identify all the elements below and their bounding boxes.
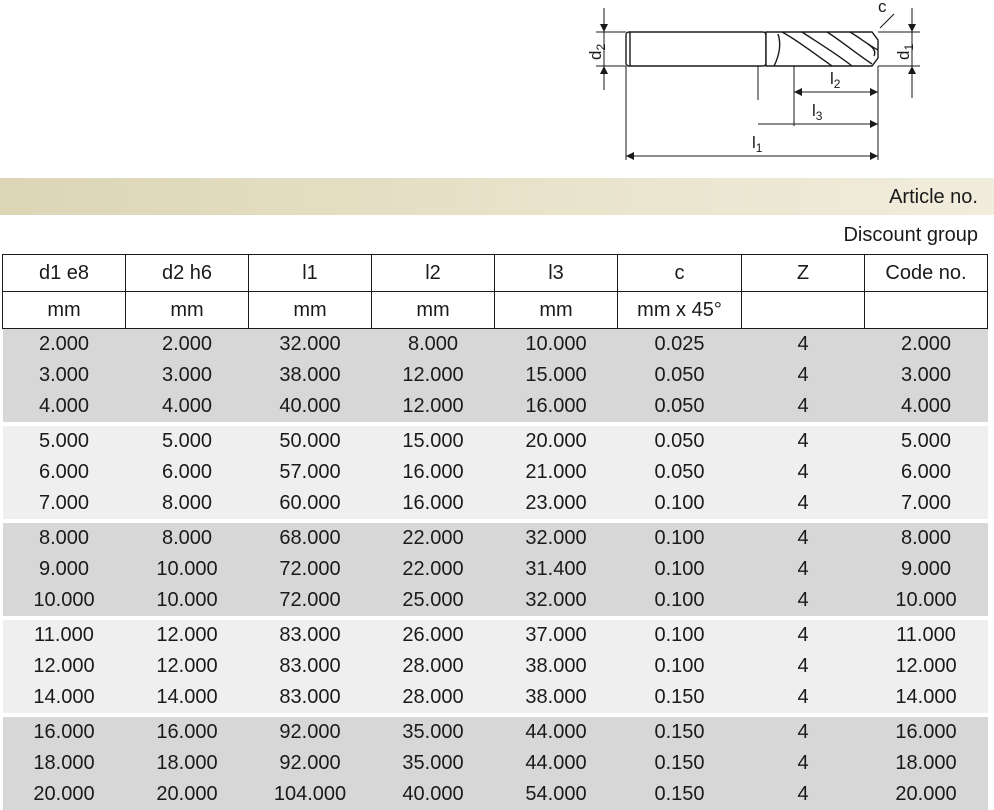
- table-cell: 4: [742, 618, 865, 651]
- table-cell: 15.000: [372, 424, 495, 457]
- table-cell: 8.000: [372, 329, 495, 361]
- table-cell: 22.000: [372, 554, 495, 585]
- table-cell: 0.100: [618, 554, 742, 585]
- col-header: d1 e8: [3, 255, 126, 292]
- table-cell: 20.000: [126, 779, 249, 810]
- table-cell: 0.100: [618, 618, 742, 651]
- table-row: [3, 779, 988, 810]
- table-cell: 12.000: [126, 651, 249, 682]
- table-cell: 0.100: [618, 585, 742, 618]
- table-cell: 92.000: [249, 715, 372, 748]
- table-row: [3, 457, 988, 488]
- table-cell: 28.000: [372, 682, 495, 715]
- table-cell: 92.000: [249, 748, 372, 779]
- table-cell: 35.000: [372, 748, 495, 779]
- table-cell: 8.000: [865, 521, 988, 554]
- table-cell: 20.000: [495, 424, 618, 457]
- units-row: [3, 292, 988, 329]
- table-cell: 4: [742, 715, 865, 748]
- table-cell: 12.000: [126, 618, 249, 651]
- table-cell: 72.000: [249, 585, 372, 618]
- table-cell: 0.050: [618, 360, 742, 391]
- table-cell: 14.000: [865, 682, 988, 715]
- table-cell: 5.000: [126, 424, 249, 457]
- table-cell: 38.000: [495, 682, 618, 715]
- col-header: l2: [372, 255, 495, 292]
- table-cell: 8.000: [126, 488, 249, 521]
- table-cell: 4: [742, 682, 865, 715]
- table-cell: 7.000: [3, 488, 126, 521]
- label-d2: $d_2$: [586, 44, 608, 60]
- table-cell: 7.000: [865, 488, 988, 521]
- table-cell: 4: [742, 748, 865, 779]
- article-no-label: Article no.: [889, 186, 978, 209]
- table-cell: 16.000: [865, 715, 988, 748]
- table-cell: 40.000: [249, 391, 372, 424]
- table-cell: 3.000: [3, 360, 126, 391]
- unit-cell: mm: [249, 292, 372, 329]
- table-cell: 3.000: [865, 360, 988, 391]
- col-header: l3: [495, 255, 618, 292]
- table-cell: 2.000: [865, 329, 988, 361]
- table-cell: 4: [742, 521, 865, 554]
- table-cell: 50.000: [249, 424, 372, 457]
- table-cell: 12.000: [372, 360, 495, 391]
- table-cell: 4: [742, 360, 865, 391]
- table-cell: 0.150: [618, 715, 742, 748]
- table-row: [3, 391, 988, 424]
- label-l2: $l_2$: [830, 69, 841, 91]
- table-row: [3, 554, 988, 585]
- table-cell: 8.000: [126, 521, 249, 554]
- table-cell: 40.000: [372, 779, 495, 810]
- table-cell: 11.000: [865, 618, 988, 651]
- table-cell: 4: [742, 329, 865, 361]
- table-cell: 44.000: [495, 715, 618, 748]
- table-cell: 15.000: [495, 360, 618, 391]
- unit-cell: [865, 292, 988, 329]
- table-cell: 4.000: [126, 391, 249, 424]
- article-bar: [0, 178, 994, 215]
- table-cell: 18.000: [126, 748, 249, 779]
- table-row: [3, 651, 988, 682]
- table-cell: 31.400: [495, 554, 618, 585]
- discount-group-label: Discount group: [843, 224, 978, 247]
- table-cell: 16.000: [126, 715, 249, 748]
- table-cell: 10.000: [3, 585, 126, 618]
- col-header: c: [618, 255, 742, 292]
- table-cell: 5.000: [865, 424, 988, 457]
- label-l3: $l_3$: [812, 101, 823, 123]
- table-cell: 12.000: [372, 391, 495, 424]
- table-row: [3, 682, 988, 715]
- col-header: Code no.: [865, 255, 988, 292]
- table-cell: 32.000: [249, 329, 372, 361]
- table-cell: 10.000: [865, 585, 988, 618]
- table-cell: 0.025: [618, 329, 742, 361]
- table-row: [3, 521, 988, 554]
- table-cell: 18.000: [865, 748, 988, 779]
- table-cell: 0.050: [618, 391, 742, 424]
- table-cell: 72.000: [249, 554, 372, 585]
- table-cell: 26.000: [372, 618, 495, 651]
- table-cell: 6.000: [865, 457, 988, 488]
- table-cell: 22.000: [372, 521, 495, 554]
- table-cell: 9.000: [3, 554, 126, 585]
- table-cell: 20.000: [865, 779, 988, 810]
- table-cell: 54.000: [495, 779, 618, 810]
- table-row: [3, 488, 988, 521]
- table-cell: 2.000: [126, 329, 249, 361]
- table-cell: 0.050: [618, 457, 742, 488]
- table-cell: 5.000: [3, 424, 126, 457]
- table-cell: 9.000: [865, 554, 988, 585]
- label-d1: $d_1$: [894, 44, 916, 60]
- table-cell: 10.000: [495, 329, 618, 361]
- unit-cell: mm: [372, 292, 495, 329]
- table-cell: 0.150: [618, 748, 742, 779]
- table-cell: 4: [742, 554, 865, 585]
- table-cell: 4: [742, 779, 865, 810]
- table-row: [3, 715, 988, 748]
- table-cell: 16.000: [495, 391, 618, 424]
- table-cell: 104.000: [249, 779, 372, 810]
- table-cell: 38.000: [495, 651, 618, 682]
- table-cell: 68.000: [249, 521, 372, 554]
- table-cell: 37.000: [495, 618, 618, 651]
- table-cell: 0.100: [618, 651, 742, 682]
- table-cell: 38.000: [249, 360, 372, 391]
- table-row: [3, 585, 988, 618]
- unit-cell: [742, 292, 865, 329]
- table-cell: 8.000: [3, 521, 126, 554]
- table-cell: 4: [742, 424, 865, 457]
- end-mill-drawing: [582, 0, 994, 170]
- table-cell: 12.000: [865, 651, 988, 682]
- table-cell: 4: [742, 651, 865, 682]
- table-cell: 10.000: [126, 554, 249, 585]
- table-row: [3, 748, 988, 779]
- table-cell: 83.000: [249, 682, 372, 715]
- table-cell: 14.000: [3, 682, 126, 715]
- unit-cell: mm: [3, 292, 126, 329]
- table-cell: 11.000: [3, 618, 126, 651]
- table-row: [3, 329, 988, 361]
- table-cell: 21.000: [495, 457, 618, 488]
- table-cell: 4: [742, 391, 865, 424]
- table-cell: 16.000: [3, 715, 126, 748]
- unit-cell: mm x 45°: [618, 292, 742, 329]
- table-cell: 18.000: [3, 748, 126, 779]
- label-l1: $l_1$: [752, 133, 763, 155]
- col-header: l1: [249, 255, 372, 292]
- table-cell: 4.000: [865, 391, 988, 424]
- table-cell: 4: [742, 488, 865, 521]
- unit-cell: mm: [495, 292, 618, 329]
- table-cell: 44.000: [495, 748, 618, 779]
- table-cell: 20.000: [3, 779, 126, 810]
- table-cell: 0.050: [618, 424, 742, 457]
- col-header: Z: [742, 255, 865, 292]
- table-cell: 25.000: [372, 585, 495, 618]
- table-cell: 4: [742, 585, 865, 618]
- table-cell: 14.000: [126, 682, 249, 715]
- table-cell: 2.000: [3, 329, 126, 361]
- table-cell: 35.000: [372, 715, 495, 748]
- col-header: d2 h6: [126, 255, 249, 292]
- table-cell: 0.100: [618, 521, 742, 554]
- table-cell: 28.000: [372, 651, 495, 682]
- table-body: [3, 329, 988, 810]
- table-cell: 12.000: [3, 651, 126, 682]
- table-cell: 0.100: [618, 488, 742, 521]
- table-cell: 83.000: [249, 651, 372, 682]
- table-cell: 4.000: [3, 391, 126, 424]
- label-c: c: [878, 0, 887, 16]
- table-cell: 4: [742, 457, 865, 488]
- table-cell: 57.000: [249, 457, 372, 488]
- table-cell: 0.150: [618, 779, 742, 810]
- table-cell: 23.000: [495, 488, 618, 521]
- table-cell: 32.000: [495, 585, 618, 618]
- table-cell: 32.000: [495, 521, 618, 554]
- table-row: [3, 360, 988, 391]
- table-cell: 0.150: [618, 682, 742, 715]
- header-row: [3, 255, 988, 292]
- table-cell: 6.000: [126, 457, 249, 488]
- table-cell: 10.000: [126, 585, 249, 618]
- table-row: [3, 618, 988, 651]
- table-cell: 83.000: [249, 618, 372, 651]
- unit-cell: mm: [126, 292, 249, 329]
- table-cell: 6.000: [3, 457, 126, 488]
- product-table: [2, 254, 988, 810]
- table-row: [3, 424, 988, 457]
- table-cell: 60.000: [249, 488, 372, 521]
- table-cell: 16.000: [372, 488, 495, 521]
- table-cell: 16.000: [372, 457, 495, 488]
- table-cell: 3.000: [126, 360, 249, 391]
